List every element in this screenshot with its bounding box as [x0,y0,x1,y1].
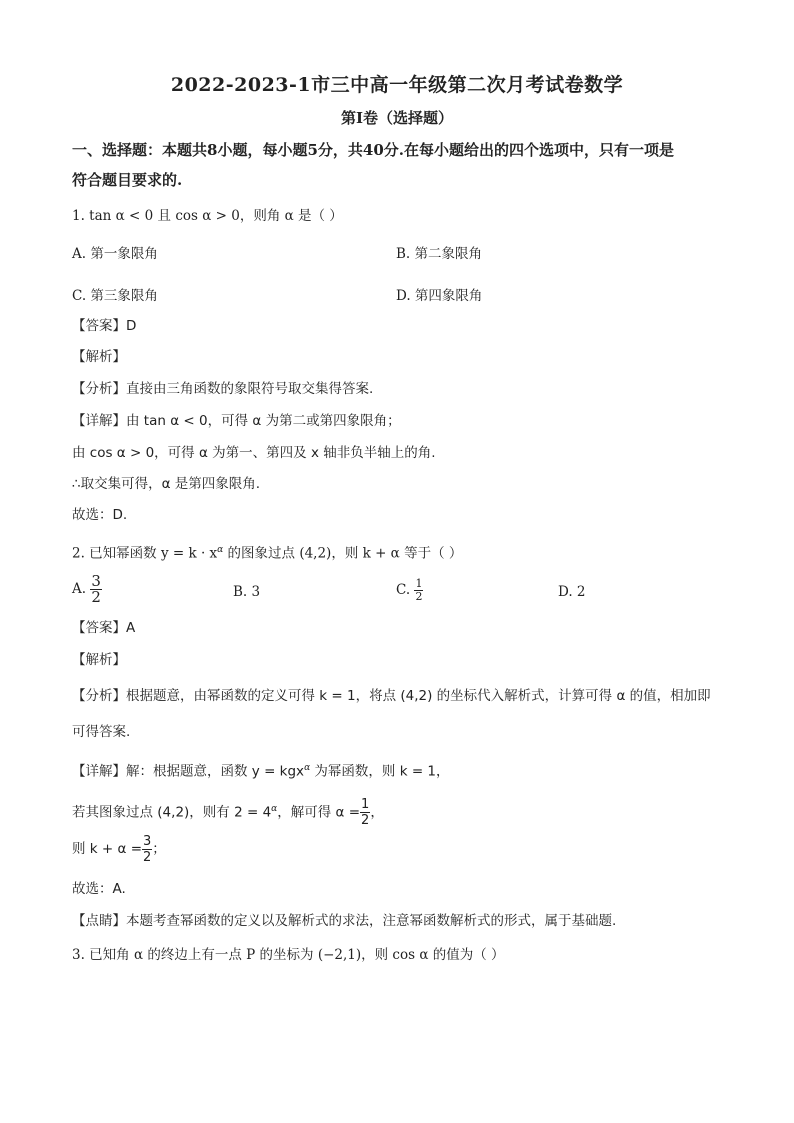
q2-option-c [396,578,423,603]
q2-detail-1-end: 为幂函数，则 k = 1， [310,763,450,780]
q1-option-a: A. 第一象限角 [72,246,158,262]
section-header-line-1: 一、选择题：本题共8小题，每小题5分，共40分.在每小题给出的四个选项中，只有一项是 [72,141,674,159]
q3-stem: 3. 已知角 α 的终边上有一点 P 的坐标为 (−2,1)，则 cos α 的值为（ ） [72,947,505,963]
q2-detail-3-end: ； [152,841,166,857]
q1-detail-3: ∴取交集可得，α 是第四象限角. [72,476,261,492]
q2-detail-2-numerator: 1 [361,797,370,812]
q2-option-d: D. 2 [558,584,586,600]
q2-detail-1-exponent: α [304,763,311,773]
q2-answer: 【答案】A [72,620,136,636]
q2-option-b: B. 3 [233,584,261,600]
q2-detail-2 [72,792,384,830]
q2-fenxi-line-1: 【分析】根据题意，由幂函数的定义可得 k = 1，将点 (4,2) 的坐标代入解析式，计算可得 α 的值，相加即 [72,688,711,704]
q2-detail-3 [72,832,166,866]
q2-detail-3-denominator: 2 [143,849,152,865]
q2-detail-3-fraction [142,834,152,865]
q1-fenxi: 【分析】直接由三角函数的象限符号取交集得答案. [72,381,374,397]
q1-stem: 1. tan α < 0 且 cos α > 0，则角 α 是（ ） [72,208,343,224]
q2-option-a-label: A. [72,581,87,597]
part-title: 第I卷（选择题） [340,109,454,127]
q1-option-b: B. 第二象限角 [396,246,483,262]
q2-stem [72,540,462,564]
q2-option-a-numerator: 3 [91,572,101,590]
q2-dianjing: 【点睛】本题考查幂函数的定义以及解析式的求法，注意幂函数解析式的形式，属于基础题. [72,913,617,929]
q2-detail-3-start: 则 k + α = [72,841,143,857]
q2-detail-2-start: 若其图象过点 (4,2)，则有 2 = 4 [72,804,272,821]
q2-conclusion: 故选：A. [72,881,126,897]
q2-detail-2-exponent: α [271,804,278,814]
q2-detail-1-start: 【详解】解：根据题意，函数 y = kgx [72,763,305,780]
q2-stem-exponent: α [217,545,224,555]
q2-detail-3-numerator: 3 [143,833,152,849]
q2-analysis-label: 【解析】 [72,652,126,668]
q1-analysis-label: 【解析】 [72,349,126,365]
q1-answer: 【答案】D [72,318,137,334]
q1-option-c: C. 第三象限角 [72,288,158,304]
q2-option-a-denominator: 2 [91,588,101,606]
q1-option-d: D. 第四象限角 [396,288,483,304]
q1-detail-2: 由 cos α > 0，可得 α 为第一、第四及 x 轴非负半轴上的角. [72,445,436,461]
q1-conclusion: 故选：D. [72,507,128,523]
q2-detail-2-end: ， [370,804,384,821]
page-title: 2022-2023-1市三中高一年级第二次月考试卷数学 [170,74,624,96]
q2-detail-2-mid: ，解可得 α = [277,804,361,821]
q2-stem-tail: 的图象过点 (4,2)，则 k + α 等于（ ） [223,545,463,562]
q2-option-a-fraction [90,574,102,605]
q2-fenxi-line-2: 可得答案. [72,724,131,740]
section-header-line-2: 符合题目要求的. [72,171,183,189]
q2-option-c-fraction [414,578,423,603]
q2-detail-2-fraction [360,797,370,828]
q2-detail-1 [72,758,450,782]
q2-detail-2-denominator: 2 [361,813,370,828]
q2-option-c-label: C. [396,582,411,598]
q2-option-c-numerator: 1 [415,577,423,590]
q2-option-a [72,574,102,605]
q2-stem-start: 2. 已知幂函数 y = k · x [72,545,218,562]
q2-option-c-denominator: 2 [415,590,423,603]
q1-detail-1: 【详解】由 tan α < 0，可得 α 为第二或第四象限角； [72,413,401,429]
